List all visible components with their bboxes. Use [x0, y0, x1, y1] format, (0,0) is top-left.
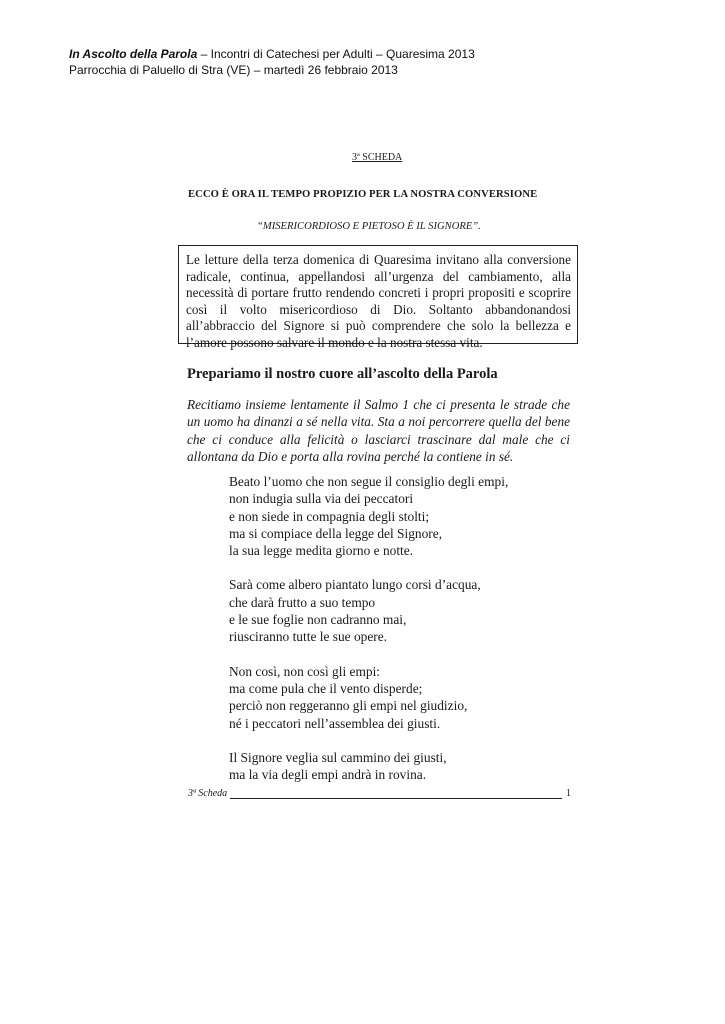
psalm-line: ma come pula che il vento disperde;: [229, 680, 423, 696]
psalm-line: riusciranno tutte le sue opere.: [229, 629, 388, 645]
psalm-stanza-1: [229, 473, 569, 559]
header-line-1: [69, 46, 689, 62]
psalm-line: Il Signore veglia sul cammino dei giusti,: [229, 749, 447, 765]
psalm-stanza-4: [229, 749, 569, 784]
page-header: [69, 46, 689, 78]
psalm-introduction: [187, 396, 570, 466]
header-line-2: Parrocchia di Paluello di Stra (VE) – martedì 26 febbraio 2013: [69, 63, 398, 77]
psalm-line: Sarà come albero piantato lungo corsi d’acqua,: [229, 577, 481, 593]
page-number: 1: [566, 788, 571, 799]
scheda-label: 3ª SCHEDA: [352, 152, 403, 163]
psalm-line: e non siede in compagnia degli stolti;: [229, 508, 430, 524]
psalm-line: la sua legge medita giorno e notte.: [229, 543, 414, 559]
psalm-introduction-text: Recitiamo insieme lentamente il Salmo 1 che ci presenta le strade che un uomo ha dinanzi a sé nella vita. Sta a noi percorrere quella del bene che ci conduce alla felicità o lasciarci trascinare dal male che ci allontana da Dio e porta alla rovina perché la contiene in sé.: [187, 397, 570, 465]
psalm-line: Non così, non così gli empi:: [229, 663, 381, 679]
psalm-line: ma la via degli empi andrà in rovina.: [229, 767, 427, 783]
psalm-stanza-2: [229, 576, 569, 645]
document-title: ECCO È ORA IL TEMPO PROPIZIO PER LA NOSTRA CONVERSIONE: [188, 189, 538, 200]
psalm-stanza-3: [229, 663, 569, 732]
psalm-line: Beato l’uomo che non segue il consiglio degli empi,: [229, 474, 509, 489]
psalm-line: perciò non reggeranno gli empi nel giudizio,: [229, 698, 468, 714]
psalm-line: ma si compiace della legge del Signore,: [229, 525, 443, 541]
psalm-line: che darà frutto a suo tempo: [229, 594, 376, 610]
footer-rule: [230, 798, 562, 799]
intro-box-text: Le letture della terza domenica di Quaresima invitano alla conversione radicale, continua, appellandosi all’urgenza del cambiamento, alla necessità di portare frutto rendendo concreti i propri propositi e scoprire così il volto misericordioso di Dio. Soltanto abbandonandosi all’abbraccio del Signore si può comprendere che solo la bellezza e l’amore possono salvare il mondo e la nostra stessa vita.: [186, 252, 571, 350]
psalm-line: e le sue foglie non cadranno mai,: [229, 612, 407, 628]
psalm-line: né i peccatori nell’assemblea dei giusti.: [229, 715, 441, 731]
page-footer: [188, 788, 571, 804]
psalm-text: [229, 473, 569, 800]
header-series-subtitle: – Incontri di Catechesi per Adulti – Quaresima 2013: [197, 47, 475, 61]
section-title: Prepariamo il nostro cuore all’ascolto della Parola: [187, 366, 498, 382]
intro-box: [178, 245, 578, 350]
document-subtitle: “MISERICORDIOSO E PIETOSO È IL SIGNORE”.: [257, 221, 481, 232]
psalm-line: non indugia sulla via dei peccatori: [229, 491, 414, 507]
footer-label: 3ª Scheda: [188, 788, 228, 799]
header-series-title: In Ascolto della Parola: [69, 47, 198, 61]
